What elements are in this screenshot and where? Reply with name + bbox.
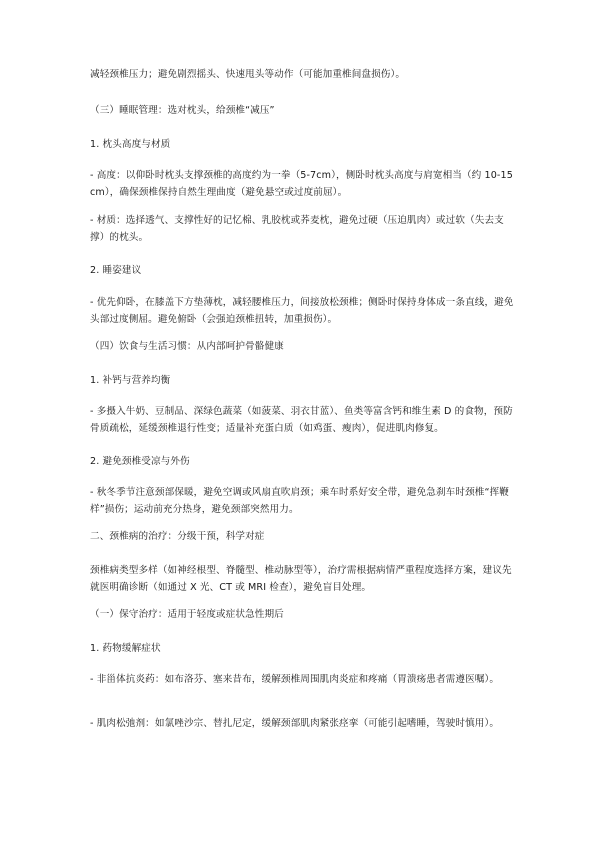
paragraph-calcium-nutrition: - 多摄入牛奶、豆制品、深绿色蔬菜（如菠菜、羽衣甘蓝）、鱼类等富含钙和维生素 D 的食物，预防骨质疏松，延缓颈椎退行性变；适量补充蛋白质（如鸡蛋、瘦肉），促进肌肉修复。 <box>90 406 513 434</box>
paragraph-sleep-posture: - 优先仰卧，在膝盖下方垫薄枕，减轻腰椎压力，间接放松颈椎；侧卧时保持身体成一条直线，避免头部过度侧屈。避免俯卧（会强迫颈椎扭转，加重损伤）。 <box>90 297 514 325</box>
paragraph-pillow-height: - 高度：以仰卧时枕头支撑颈椎的高度约为一拳（5-7cm），侧卧时枕头高度与肩宽相当（约 10-15cm），确保颈椎保持自然生理曲度（避免悬空或过度前屈）。 <box>90 170 513 198</box>
heading-conservative-treatment: （一）保守治疗：适用于轻度或症状急性期后 <box>90 609 284 620</box>
heading-diet-habits: （四）饮食与生活习惯：从内部呵护骨骼健康 <box>90 341 284 352</box>
heading-medication: 1. 药物缓解症状 <box>90 643 161 654</box>
paragraph-avoid-cold-injury: - 秋冬季节注意颈部保暖，避免空调或风扇直吹肩颈；乘车时系好安全带，避免急刹车时颈椎“挥鞭样”损伤；运动前充分热身，避免颈部突然用力。 <box>90 487 509 515</box>
heading-sleep-posture: 2. 睡姿建议 <box>90 265 142 276</box>
paragraph-pillow-material: - 材质：选择透气、支撑性好的记忆棉、乳胶枕或荞麦枕，避免过硬（压迫肌肉）或过软（失去支撑）的枕头。 <box>90 215 504 243</box>
heading-avoid-cold-injury: 2. 避免颈椎受凉与外伤 <box>90 456 190 467</box>
heading-sleep-management: （三）睡眠管理：选对枕头，给颈椎“减压” <box>90 105 275 116</box>
paragraph-muscle-relaxants: - 肌肉松弛剂：如氯唑沙宗、替扎尼定，缓解颈部肌肉紧张痉挛（可能引起嗜睡，驾驶时慎用）。 <box>90 718 500 729</box>
paragraph-nsaids: - 非甾体抗炎药：如布洛芬、塞来昔布，缓解颈椎周围肌肉炎症和疼痛（胃溃疡患者需遵医嘱）。 <box>90 674 500 685</box>
heading-calcium-nutrition: 1. 补钙与营养均衡 <box>90 375 171 386</box>
heading-treatment: 二、颈椎病的治疗：分级干预，科学对症 <box>90 531 265 542</box>
paragraph-neck-pressure: 减轻颈椎压力；避免剧烈摇头、快速甩头等动作（可能加重椎间盘损伤）。 <box>90 69 406 80</box>
heading-pillow-height: 1. 枕头高度与材质 <box>90 139 171 150</box>
paragraph-treatment-intro: 颈椎病类型多样（如神经根型、脊髓型、椎动脉型等），治疗需根据病情严重程度选择方案，建议先就医明确诊断（如通过 X 光、CT 或 MRI 检查），避免盲目处理。 <box>90 565 512 593</box>
